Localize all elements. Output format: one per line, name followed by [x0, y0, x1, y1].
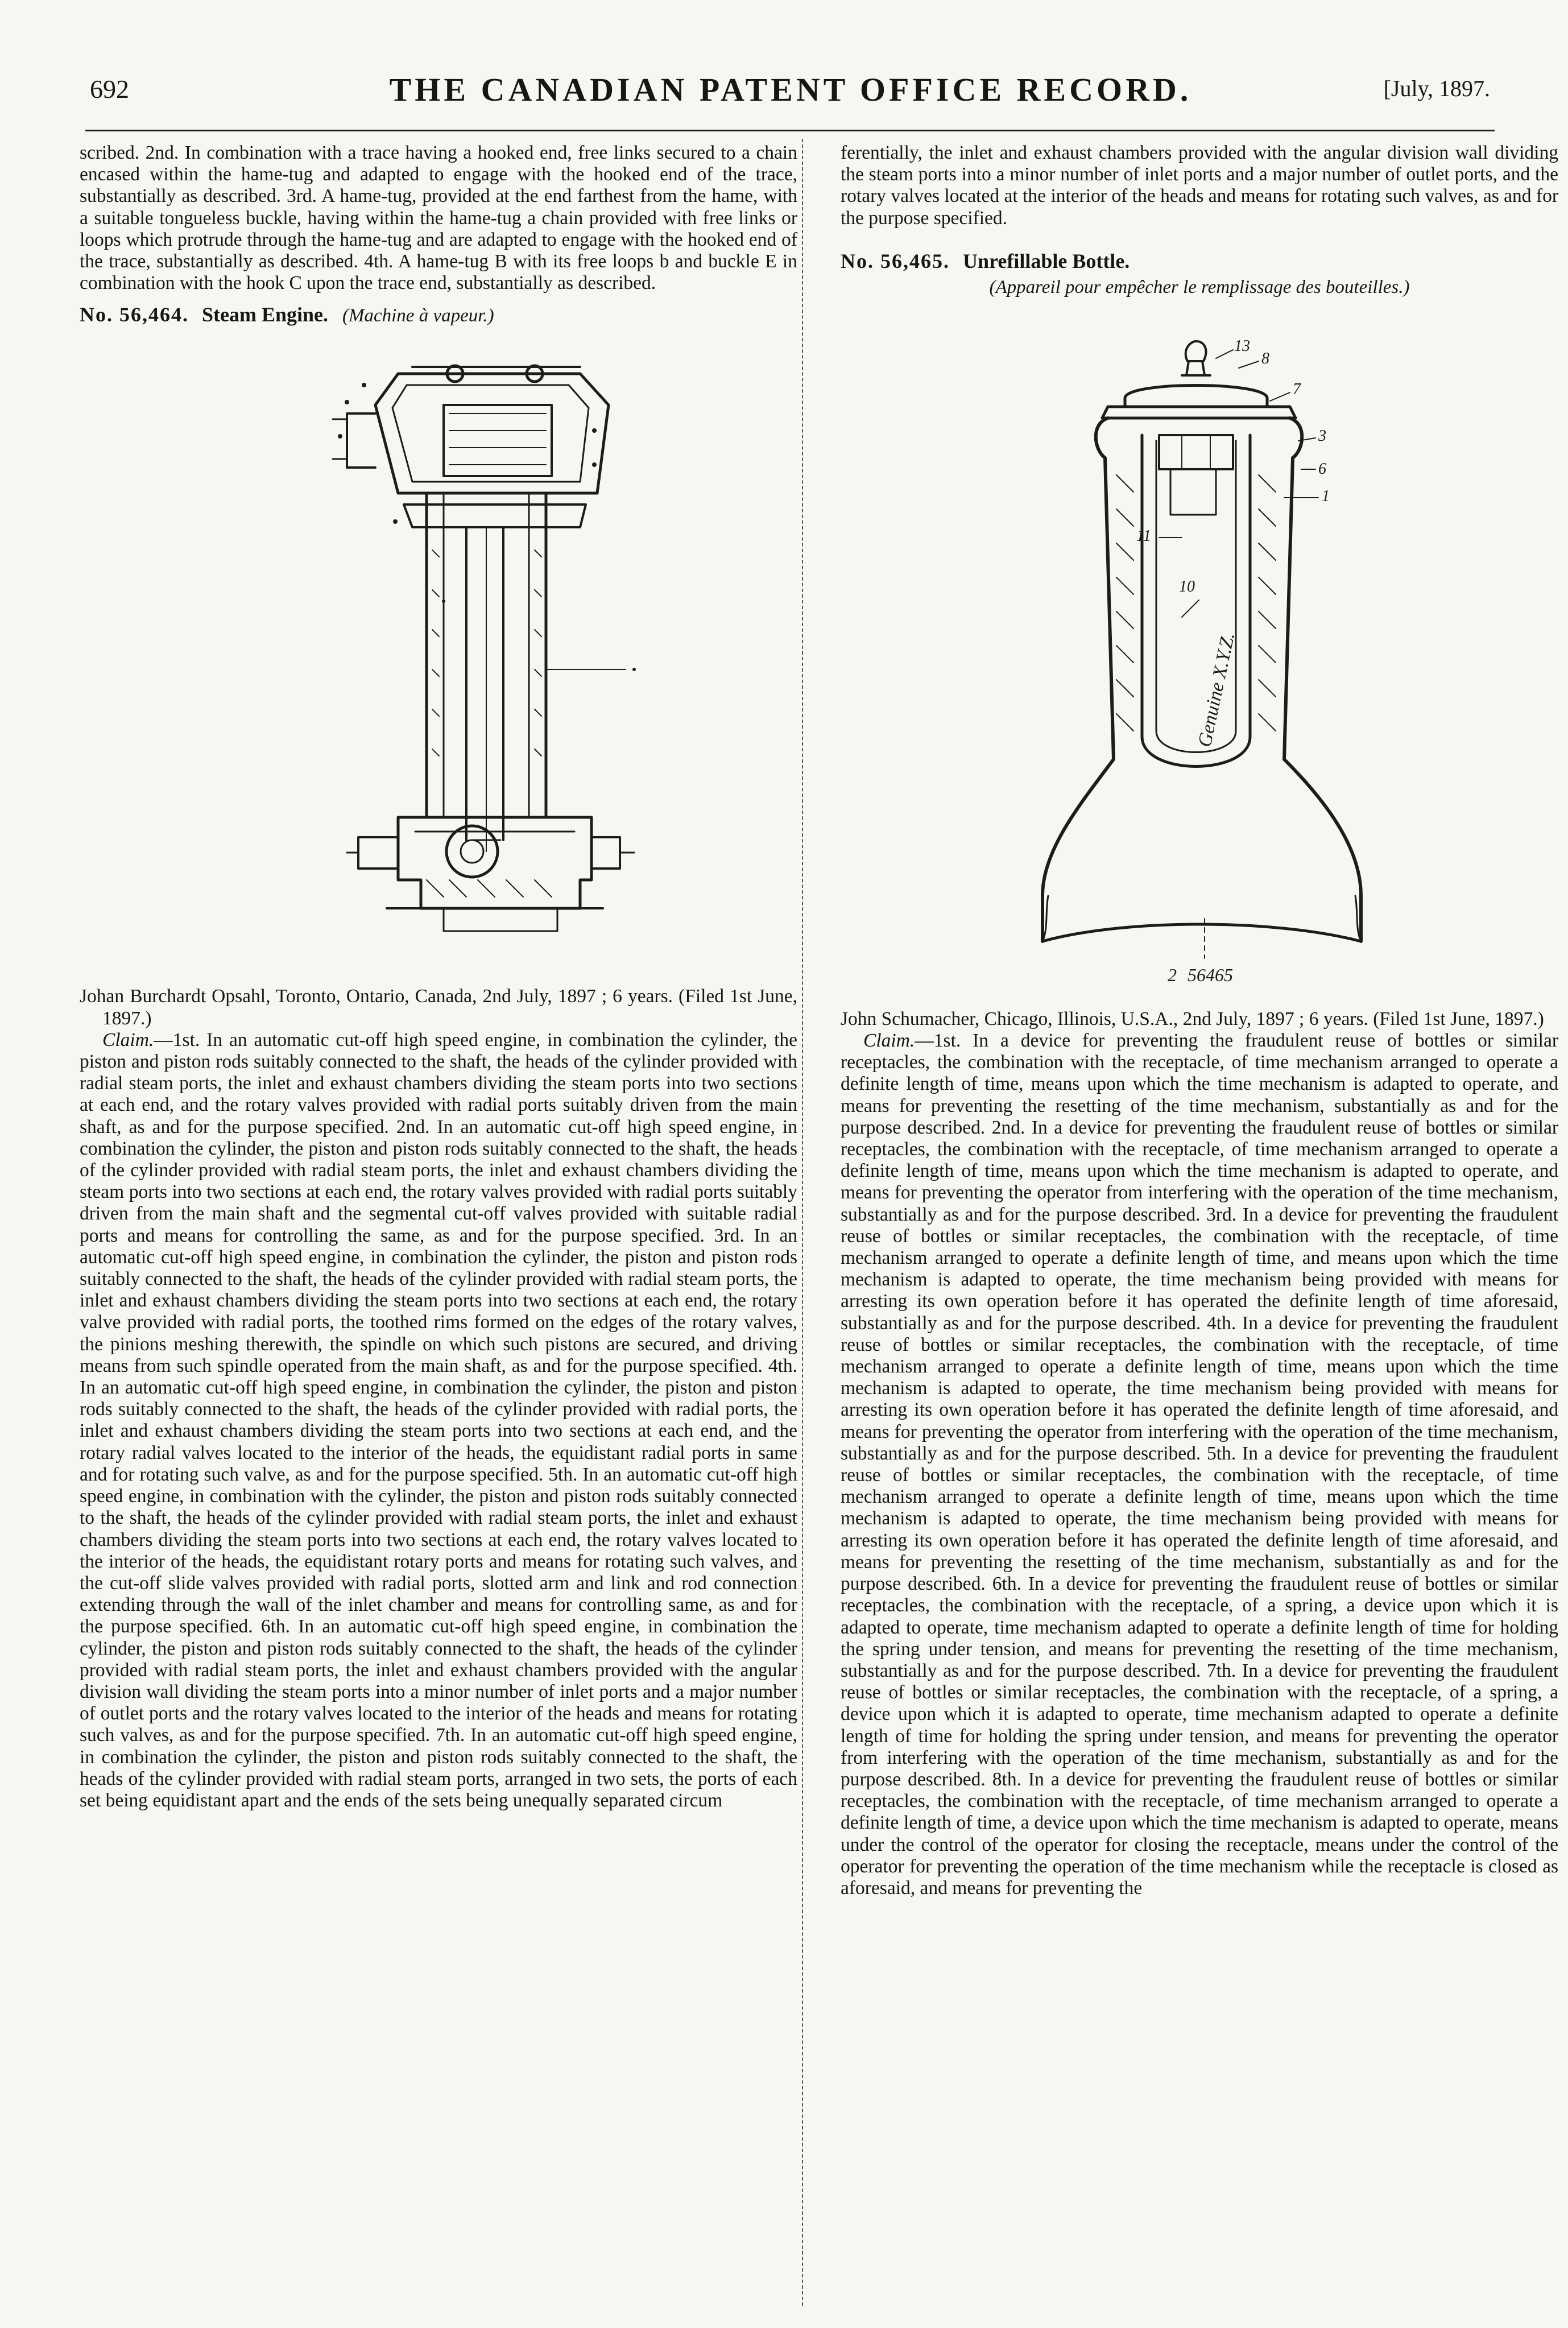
patent-name: Unrefillable Bottle. [963, 249, 1130, 272]
unrefillable-bottle-figure [841, 327, 1558, 987]
label-6: 6 [1318, 460, 1326, 478]
patent-name: Steam Engine. [202, 303, 329, 326]
previous-claim-continuation: ferentially, the inlet and exhaust chambers provided with the angular division wall dividing the steam ports into a minor number of inlet ports and a major number of outlet ports, and the rotary valves located at the interior of the heads and means for rotating such valves, as and for the purpose specified. [841, 142, 1558, 229]
claims-text [841, 1030, 1558, 1899]
figure-caption: 56465 [1188, 964, 1233, 985]
bottle-inscription: Genuine X.Y.Z. [1194, 630, 1239, 749]
patent-number: No. 56,465. [841, 249, 950, 272]
inventor-line: Johan Burchardt Opsahl, Toronto, Ontario, Canada, 2nd July, 1897 ; 6 years. (Filed 1st June, 1897.) [80, 986, 797, 1029]
issue-date: [July, 1897. [1383, 76, 1490, 101]
label-1: 1 [1322, 487, 1330, 505]
label-7: 7 [1293, 380, 1301, 398]
patent-heading-56464 [80, 302, 797, 328]
label-11: 11 [1136, 527, 1151, 545]
header-rule [85, 130, 1495, 131]
claim-label: Claim. [102, 1029, 154, 1051]
patent-french-name: (Machine à vapeur.) [342, 305, 494, 326]
claims-body: —1st. In an automatic cut-off high speed engine, in combination the cylinder, the piston and piston rods suitably connected to the shaft, the heads of the cylinder provided with radial steam ports, the inlet and exhaust chambers dividing the steam ports into two sections at each end, and the rotary valves provided with radial ports suitably driven from the main shaft, as and for the purpose specified. 2nd. In an automatic cut-off high speed engine, in combination the cylinder, the piston and piston rods suitably connected to the shaft, the heads of the cylinder provided with radial steam ports, the inlet and exhaust chambers dividing the steam ports into two sections at each end, the rotary valves provided with radial ports suitably driven from the main shaft and the segmental cut-off valves provided with suitable radial ports and means for controlling the same, as and for the purpose specified. 3rd. In an automatic cut-off high speed engine, in combination the cylinder, the piston and piston rods suitably connected to the shaft, the heads of the cylinder provided with radial steam ports, the inlet and exhaust chambers dividing the steam ports into two sections at each end, the rotary valve provided with radial ports, the toothed rims formed on the edges of the rotary valves, the pinions meshing therewith, the spindle on which such pistons are secured, and driving means from such spindle operated from the main shaft, as and for the purpose specified. 4th. In an automatic cut-off high speed engine, in combination the cylinder, the piston and piston rods suitably connected to the shaft, the heads of the cylinder provided with radial ports, the inlet and exhaust chambers dividing the steam ports into two sections at each end, and the rotary radial valves located to the interior of the heads, the equidistant radial ports in same and for rotating such valve, as and for the purpose specified. 5th. In an automatic cut-off high speed engine, in combination with the cylinder, the piston and piston rods suitably connected to the shaft, the heads of the cylinder provided with radial steam ports, the inlet and exhaust chambers dividing the steam ports into two sections at each end, the rotary valves located to the interior of the heads, the equidistant rotary ports and means for rotating such valves, and the cut-off slide valves provided with radial ports, slotted arm and link and rod connection extending through the wall of the inlet chamber and means for controlling same, as and for the purpose specified. 6th. In an automatic cut-off high speed engine, in combination the cylinder, the piston and piston rods suitably connected to the shaft, the heads of the cylinder provided with radial steam ports, the inlet and exhaust chambers provided with the angular division wall dividing the steam ports into a minor number of inlet ports and a major number of outlet ports and the rotary valves located to the interior of the heads and means for rotating such valves, as and for the purpose specified. 7th. In an automatic cut-off high speed engine, in combination the cylinder, the piston and piston rods suitably connected to the shaft, the heads of the cylinder provided with radial steam ports, arranged in two sets, the ports of each set being equidistant apart and the ends of the sets being unequally separated circum [80, 1029, 797, 1811]
patent-heading-56465 [841, 249, 1558, 274]
steam-engine-figure [80, 351, 797, 965]
page-number: 692 [90, 75, 129, 104]
previous-claim-continuation: scribed. 2nd. In combination with a trace having a hooked end, free links secured to a chain encased within the hame-tug and adapted to engage with the hooked end of the trace, substantially as described. 3rd. A hame-tug, provided at the end farthest from the hame, with a suitable tongueless buckle, having within the hame-tug a chain provided with free links or loops which protrude through the hame-tug and are adapted to engage with the hooked end of the trace, substantially as described. 4th. A hame-tug B with its free loops b and buckle E in combination with the hook C upon the trace end, substantially as described. [80, 142, 797, 294]
patent-number: No. 56,464. [80, 303, 189, 326]
patent-french-name: (Appareil pour empêcher le remplissage des bouteilles.) [989, 276, 1410, 297]
label-3: 3 [1318, 427, 1326, 445]
claims-text [80, 1029, 797, 1812]
inventor-line: John Schumacher, Chicago, Illinois, U.S.A., 2nd July, 1897 ; 6 years. (Filed 1st June, 1897.) [841, 1008, 1544, 1029]
publication-title: THE CANADIAN PATENT OFFICE RECORD. [389, 71, 1192, 108]
figure-number: 2 [1168, 964, 1177, 985]
column-divider [802, 139, 803, 2306]
label-13: 13 [1234, 337, 1250, 355]
page-header [85, 68, 1496, 114]
label-8: 8 [1261, 349, 1269, 367]
claim-label: Claim. [863, 1030, 915, 1052]
right-column [841, 142, 1558, 1899]
claims-body: —1st. In a device for preventing the fraudulent reuse of bottles or similar receptacles, the combination with the receptacle, of time mechanism arranged to operate a definite length of time, means upon which the time mechanism is adapted to operate, and means for preventing the resetting of the time mechanism, substantially as and for the purpose described. 2nd. In a device for preventing the fraudulent reuse of bottles or similar receptacles, the combination with the receptacle, of time mechanism arranged to operate a definite length of time, means upon which the time mechanism is adapted to operate, and means for preventing the operator from interfering with the operation of the time mechanism, substantially as and for the purpose described. 3rd. In a device for preventing the fraudulent reuse of bottles or similar receptacles, the combination with the receptacle, of time mechanism arranged to operate a definite length of time, and means upon which the time mechanism is adapted to operate, the time mechanism being provided with means for arresting its own operation before it has operated the definite length of time aforesaid, substantially as and for the purpose described. 4th. In a device for preventing the fraudulent reuse of bottles or similar receptacles, the combination with the receptacle, of time mechanism arranged to operate a definite length of time, means upon which the time mechanism is adapted to operate, the time mechanism being provided with means for arresting its own operation before it has operated the definite length of time aforesaid, and means for preventing the operator from interfering with the operation of the time mechanism, substantially as and for the purpose described. 5th. In a device for preventing the fraudulent reuse of bottles or similar receptacles, the combination with the receptacle, of time mechanism arranged to operate a definite length of time, means upon which the time mechanism is adapted to operate, the time mechanism being provided with means for arresting its own operation before it has operated the definite length of time aforesaid, and means for preventing the resetting of the time mechanism, substantially as and for the purpose described. 6th. In a device for preventing the fraudulent reuse of bottles or similar receptacles, the combination with the receptacle, of a spring, a device upon which it is adapted to operate, time mechanism adapted to operate a definite length of time for holding the spring under tension, and means for preventing the resetting of the time mechanism, substantially as and for the purpose described. 7th. In a device for preventing the fraudulent reuse of bottles or similar receptacles, the combination with the receptacle, of a spring, a device upon which it is adapted to operate, time mechanism adapted to operate a definite length of time for holding the spring under tension, and means for preventing the operator from interfering with the operation of the time mechanism, substantially as and for the purpose described. 8th. In a device for preventing the fraudulent reuse of bottles or similar receptacles, the combination with the receptacle, of time mechanism arranged to operate a definite length of time, a device upon which the time mechanism is adapted to operate, means under the control of the operator for closing the receptacle, means under the control of the operator for preventing the operation of the time mechanism while the receptacle is closed as aforesaid, and means for preventing the [841, 1030, 1558, 1899]
left-column [80, 142, 797, 1812]
label-10: 10 [1179, 577, 1195, 596]
